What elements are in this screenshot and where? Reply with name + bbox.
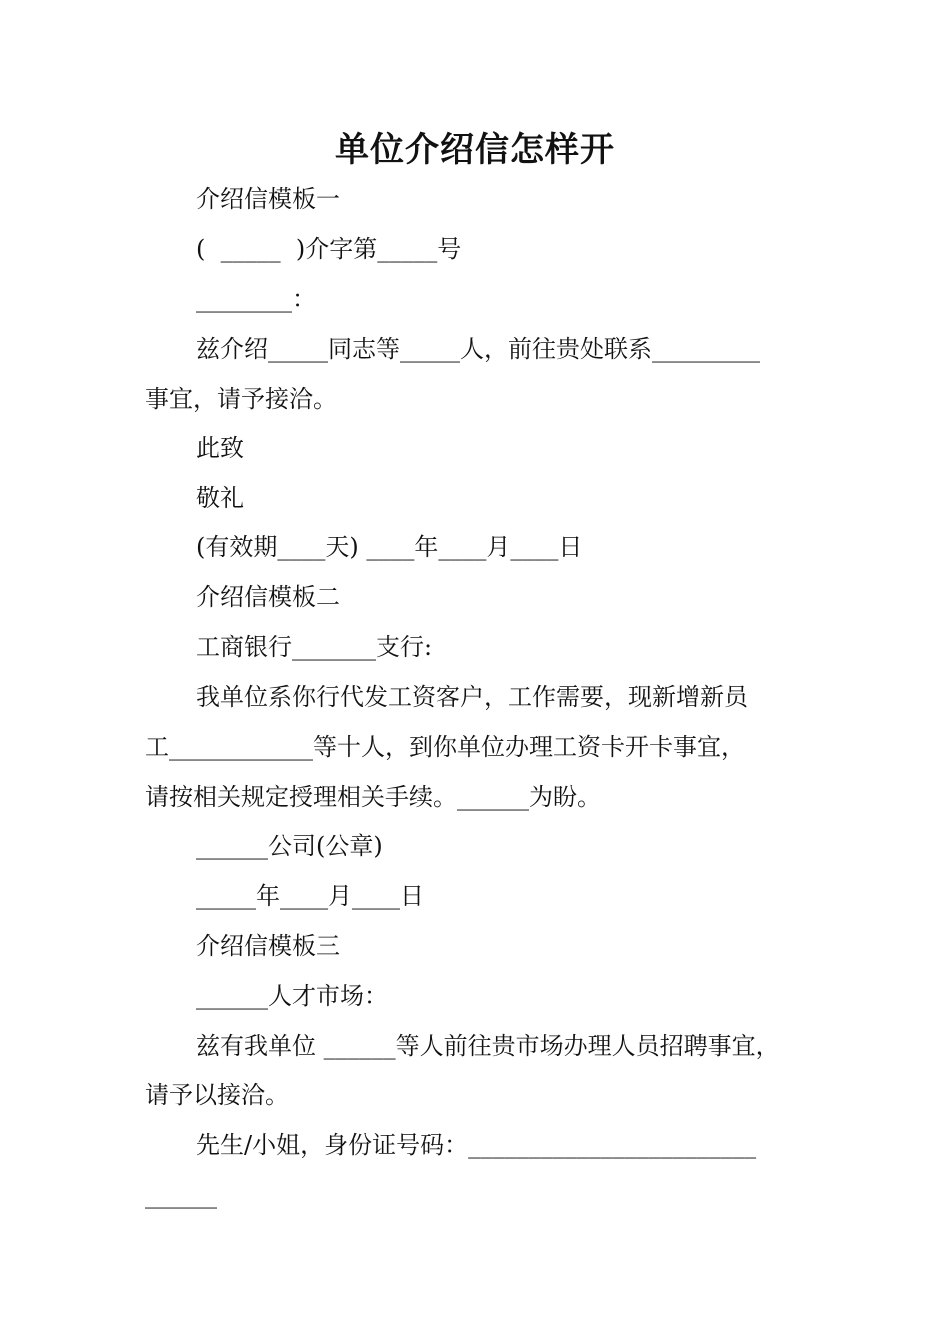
reference-number-line: ( _____ )介字第_____号 — [196, 235, 462, 263]
body-line: 我单位系你行代发工资客户，工作需要，现新增新员 — [196, 683, 748, 711]
recipient-line: ________： — [196, 285, 316, 313]
body-line: 兹介绍_____同志等_____人，前往贵处联系_________ — [196, 335, 760, 363]
id-number-line: 先生/小姐，身份证号码：________________________ — [196, 1131, 757, 1159]
body-line: 请按相关规定授理相关手续。______为盼。 — [145, 783, 601, 811]
body-line: 事宜，请予接洽。 — [145, 385, 337, 413]
section-heading-template-2: 介绍信模板二 — [196, 583, 340, 611]
section-heading-template-1: 介绍信模板一 — [196, 185, 340, 213]
body-line: 请予以接洽。 — [145, 1081, 289, 1109]
signature-line: ______公司(公章) — [196, 832, 383, 860]
section-heading-template-3: 介绍信模板三 — [196, 932, 340, 960]
salutation-line: 敬礼 — [196, 484, 244, 512]
page-title: 单位介绍信怎样开 — [335, 130, 615, 170]
blank-line: ______ — [145, 1181, 217, 1209]
recipient-line: 工商银行_______支行: — [196, 633, 433, 661]
body-line: 工____________等十人，到你单位办理工资卡开卡事宜， — [145, 733, 745, 761]
closing-line: 此致 — [196, 434, 244, 462]
date-line: _____年____月____日 — [196, 882, 424, 910]
validity-date-line: (有效期____天) ____年____月____日 — [196, 533, 583, 561]
recipient-line: ______人才市场： — [196, 982, 388, 1010]
body-line: 兹有我单位 ______等人前往贵市场办理人员招聘事宜， — [196, 1032, 780, 1060]
